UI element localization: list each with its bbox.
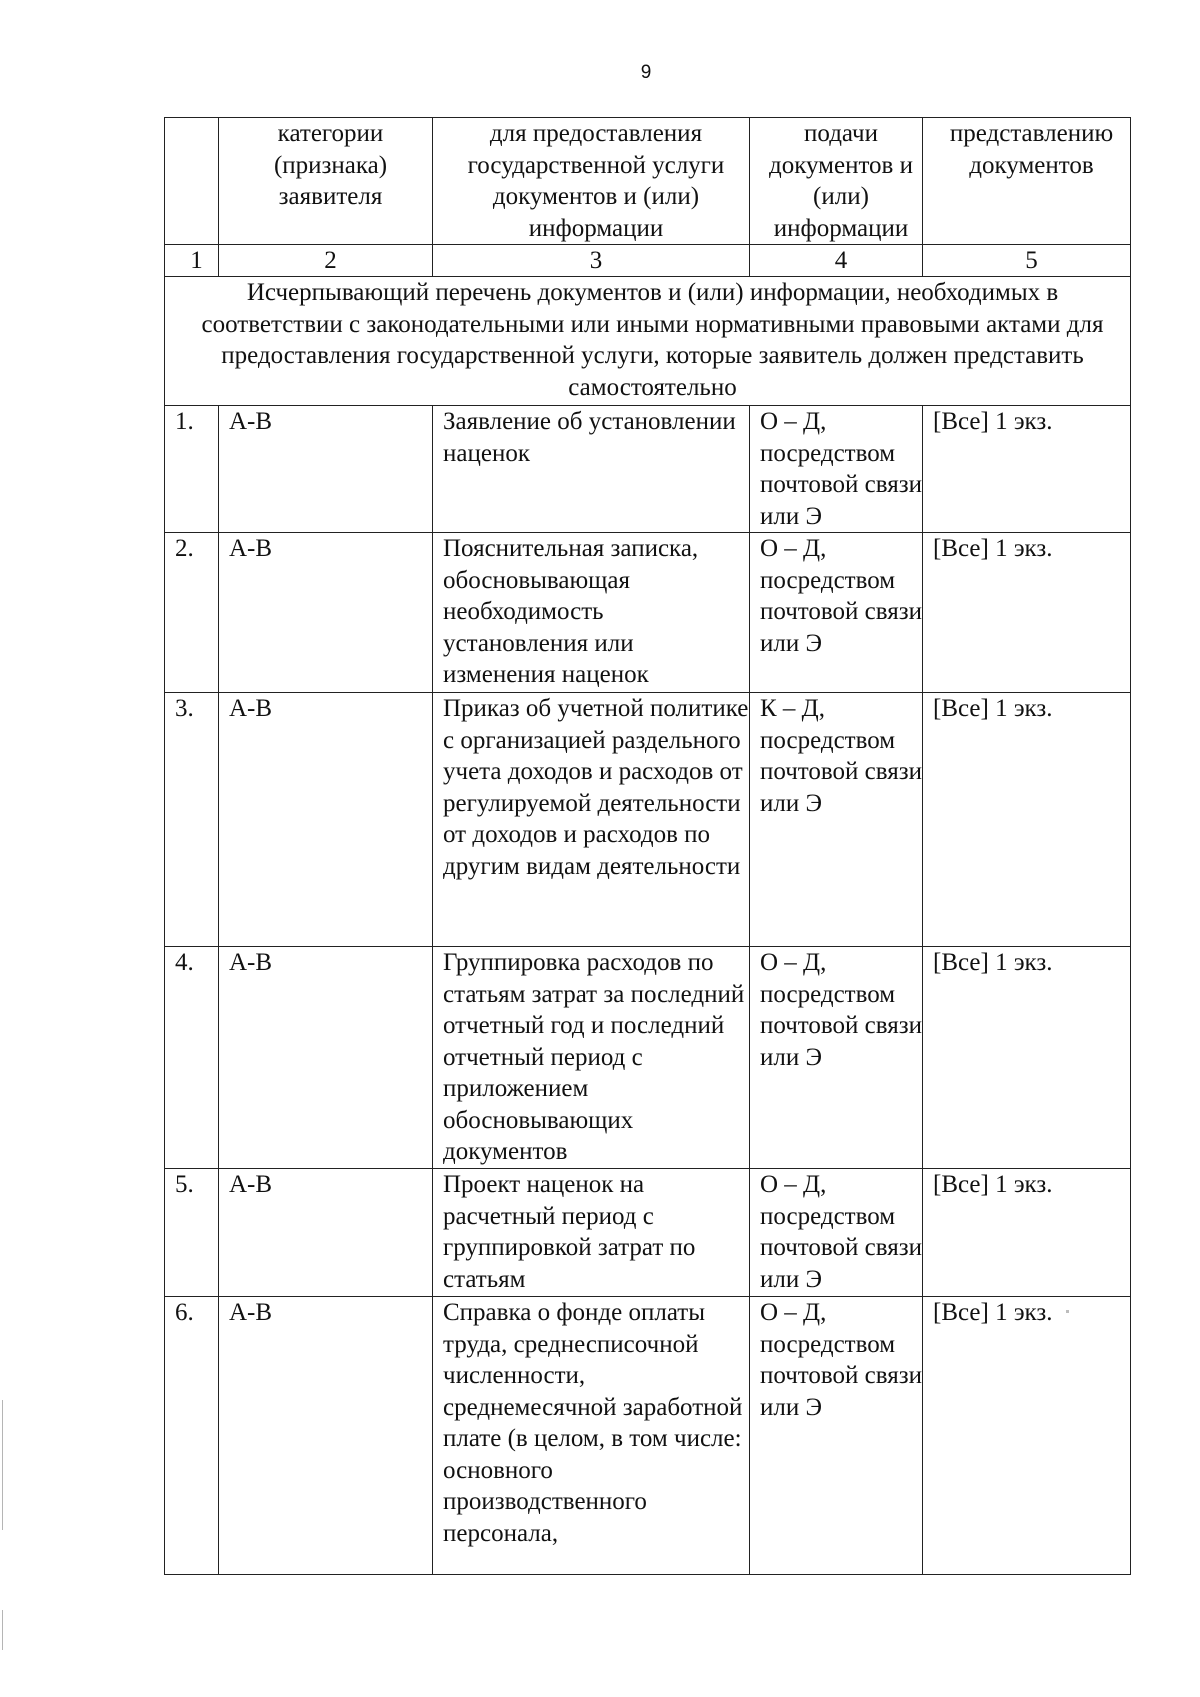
column-number: 4 xyxy=(750,245,923,277)
row-number: 3. xyxy=(165,693,219,947)
table-row xyxy=(165,533,1131,693)
row-requirement: [Все] 1 экз. xyxy=(923,693,1131,947)
row-category: А-В xyxy=(219,1169,433,1297)
row-number: 4. xyxy=(165,947,219,1169)
scan-speck xyxy=(1066,1310,1069,1313)
header-cell-requirement: представлению документов xyxy=(923,118,1131,245)
row-document: Справка о фонде оплаты труда, среднесписочной численности, среднемесячной заработной плате (в целом, в том числе: основного производственного персонала, xyxy=(433,1297,750,1575)
page-number: 9 xyxy=(640,62,652,83)
row-category: А-В xyxy=(219,693,433,947)
table-header-row xyxy=(165,118,1131,245)
row-document: Приказ об учетной политике с организацией раздельного учета доходов и расходов от регулируемой деятельности от доходов и расходов по другим видам деятельности xyxy=(433,693,750,947)
section-title-row xyxy=(165,277,1131,406)
row-document: Проект наценок на расчетный период с группировкой затрат по статьям xyxy=(433,1169,750,1297)
row-requirement: [Все] 1 экз. xyxy=(923,1297,1131,1575)
row-category: А-В xyxy=(219,1297,433,1575)
column-number: 5 xyxy=(923,245,1131,277)
row-category: А-В xyxy=(219,406,433,533)
row-method: О – Д, посредством почтовой связи или Э xyxy=(750,947,923,1169)
row-requirement: [Все] 1 экз. xyxy=(923,1169,1131,1297)
row-number: 1. xyxy=(165,406,219,533)
row-method: К – Д, посредством почтовой связи или Э xyxy=(750,693,923,947)
column-number: 3 xyxy=(433,245,750,277)
row-method: О – Д, посредством почтовой связи или Э xyxy=(750,406,923,533)
row-method: О – Д, посредством почтовой связи или Э xyxy=(750,533,923,693)
row-category: А-В xyxy=(219,947,433,1169)
header-cell-category: категории (признака) заявителя xyxy=(219,118,433,245)
table-row xyxy=(165,693,1131,947)
table-row xyxy=(165,947,1131,1169)
row-document: Заявление об установлении наценок xyxy=(433,406,750,533)
row-document: Пояснительная записка, обосновывающая необходимость установления или изменения наценок xyxy=(433,533,750,693)
row-method: О – Д, посредством почтовой связи или Э xyxy=(750,1297,923,1575)
column-number-row xyxy=(165,245,1131,277)
row-requirement: [Все] 1 экз. xyxy=(923,533,1131,693)
row-requirement: [Все] 1 экз. xyxy=(923,947,1131,1169)
row-category: А-В xyxy=(219,533,433,693)
header-cell-document: для предоставления государственной услуги документов и (или) информации xyxy=(433,118,750,245)
row-number: 5. xyxy=(165,1169,219,1297)
scan-margin-mark xyxy=(2,1610,3,1650)
documents-table xyxy=(164,117,1131,1575)
column-number: 2 xyxy=(219,245,433,277)
row-method: О – Д, посредством почтовой связи или Э xyxy=(750,1169,923,1297)
row-number: 2. xyxy=(165,533,219,693)
row-number: 6. xyxy=(165,1297,219,1575)
row-document: Группировка расходов по статьям затрат за последний отчетный год и последний отчетный период с приложением обосновывающих документов xyxy=(433,947,750,1169)
header-cell-method: подачи документов и (или) информации xyxy=(750,118,923,245)
row-requirement: [Все] 1 экз. xyxy=(923,406,1131,533)
table-row xyxy=(165,1169,1131,1297)
scan-margin-mark xyxy=(2,1400,3,1530)
table-row xyxy=(165,406,1131,533)
section-title: Исчерпывающий перечень документов и (или) информации, необходимых в соответствии с законодательными или иными нормативными правовыми актами для предоставления государственной услуги, которые заявитель должен представить самостоятельно xyxy=(165,277,1131,406)
column-number: 1 xyxy=(165,245,219,277)
table-row xyxy=(165,1297,1131,1575)
header-cell-number xyxy=(165,118,219,245)
